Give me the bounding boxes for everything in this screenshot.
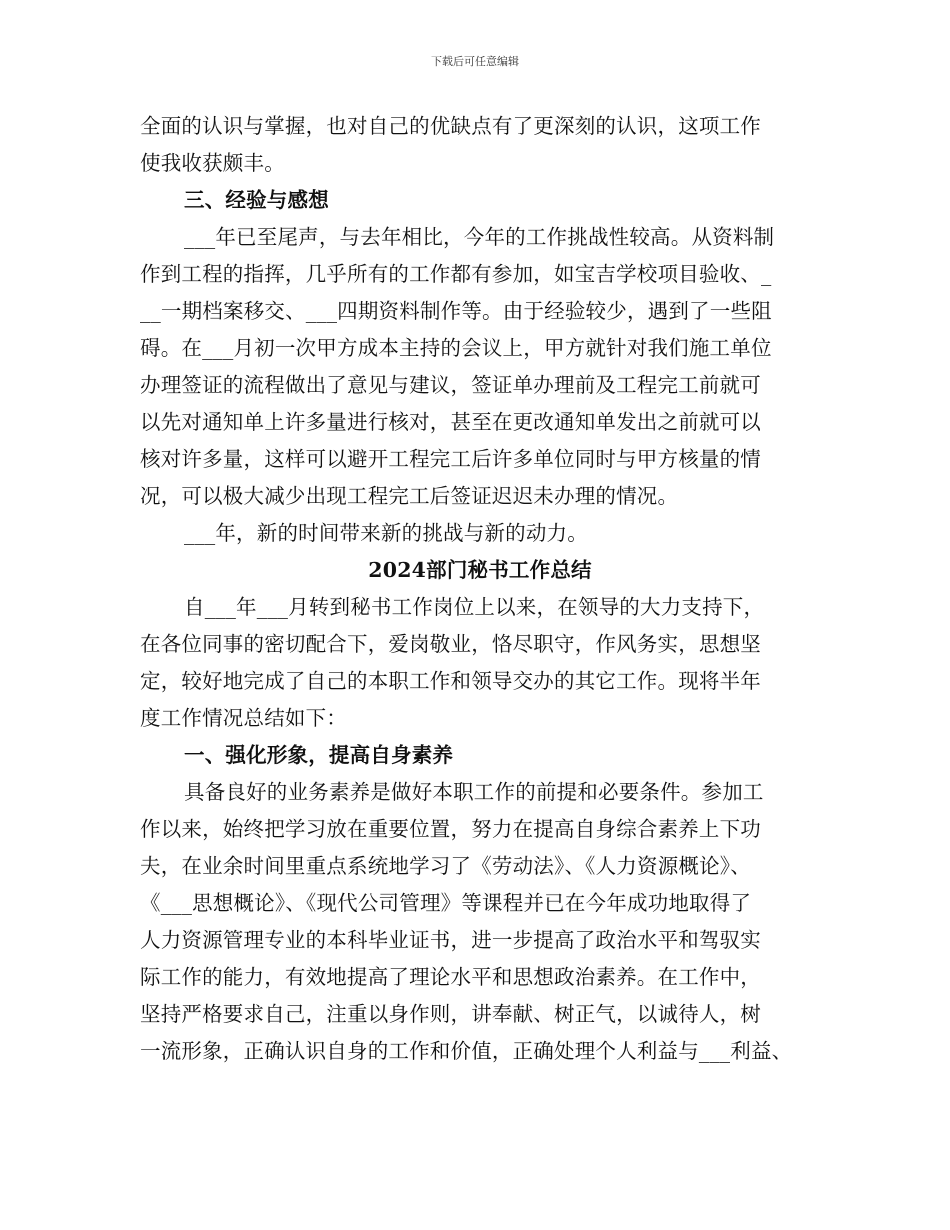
section-heading: 一、强化形象，提高自身素养	[184, 743, 454, 767]
document-title: 2024部门秘书工作总结	[368, 558, 592, 582]
paragraph-line: ___年已至尾声，与去年相比，今年的工作挑战性较高。从资料制	[184, 225, 775, 249]
paragraph-line: __一期档案移交、___四期资料制作等。由于经验较少，遇到了一些阻	[140, 299, 772, 323]
paragraph-line: 际工作的能力，有效地提高了理论水平和思想政治素养。在工作中，	[140, 965, 761, 989]
paragraph-line: 况，可以极大减少出现工程完工后签证迟迟未办理的情况。	[140, 484, 679, 508]
section-heading: 三、经验与感想	[184, 188, 329, 212]
paragraph-line: 具备良好的业务素养是做好本职工作的前提和必要条件。参加工	[184, 780, 764, 804]
paragraph-line: 全面的认识与掌握，也对自己的优缺点有了更深刻的认识，这项工作	[140, 114, 761, 138]
paragraph-line: 核对许多量，这样可以避开工程完工后许多单位同时与甲方核量的情	[140, 447, 761, 471]
paragraph-line: 以先对通知单上许多量进行核对，甚至在更改通知单发出之前就可以	[140, 410, 761, 434]
paragraph-line: 使我收获颇丰。	[140, 151, 285, 175]
paragraph-line: 办理签证的流程做出了意见与建议，签证单办理前及工程完工前就可	[140, 373, 761, 397]
paragraph-line: 作以来，始终把学习放在重要位置，努力在提高自身综合素养上下功	[140, 817, 761, 841]
paragraph-line: ___年，新的时间带来新的挑战与新的动力。	[184, 521, 588, 545]
paragraph-line: 度工作情况总结如下：	[140, 706, 347, 730]
paragraph-line: 人力资源管理专业的本科毕业证书，进一步提高了政治水平和驾驭实	[140, 928, 761, 952]
paragraph-line: 《___思想概论》、《现代公司管理》等课程并已在今年成功地取得了	[140, 891, 752, 915]
paragraph-line: 一流形象，正确认识自身的工作和价值，正确处理个人利益与___利益、	[140, 1039, 793, 1063]
paragraph-line: 在各位同事的密切配合下，爱岗敬业，恪尽职守，作风务实，思想坚	[140, 632, 761, 656]
paragraph-line: 坚持严格要求自己，注重以身作则，讲奉献、树正气，以诚待人，树	[140, 1002, 761, 1026]
page-header: 下载后可任意编辑	[431, 55, 519, 68]
paragraph-line: 碍。在___月初一次甲方成本主持的会议上，甲方就针对我们施工单位	[140, 336, 772, 360]
document-body	[140, 108, 820, 1070]
paragraph-line: 夫，在业余时间里重点系统地学习了《劳动法》、《人力资源概论》、	[140, 854, 751, 878]
paragraph-line: 作到工程的指挥，几乎所有的工作都有参加，如宝吉学校项目验收、_	[140, 262, 772, 286]
paragraph-line: 定，较好地完成了自己的本职工作和领导交办的其它工作。现将半年	[140, 669, 761, 693]
paragraph-line: 自___年___月转到秘书工作岗位上以来，在领导的大力支持下，	[184, 595, 765, 619]
